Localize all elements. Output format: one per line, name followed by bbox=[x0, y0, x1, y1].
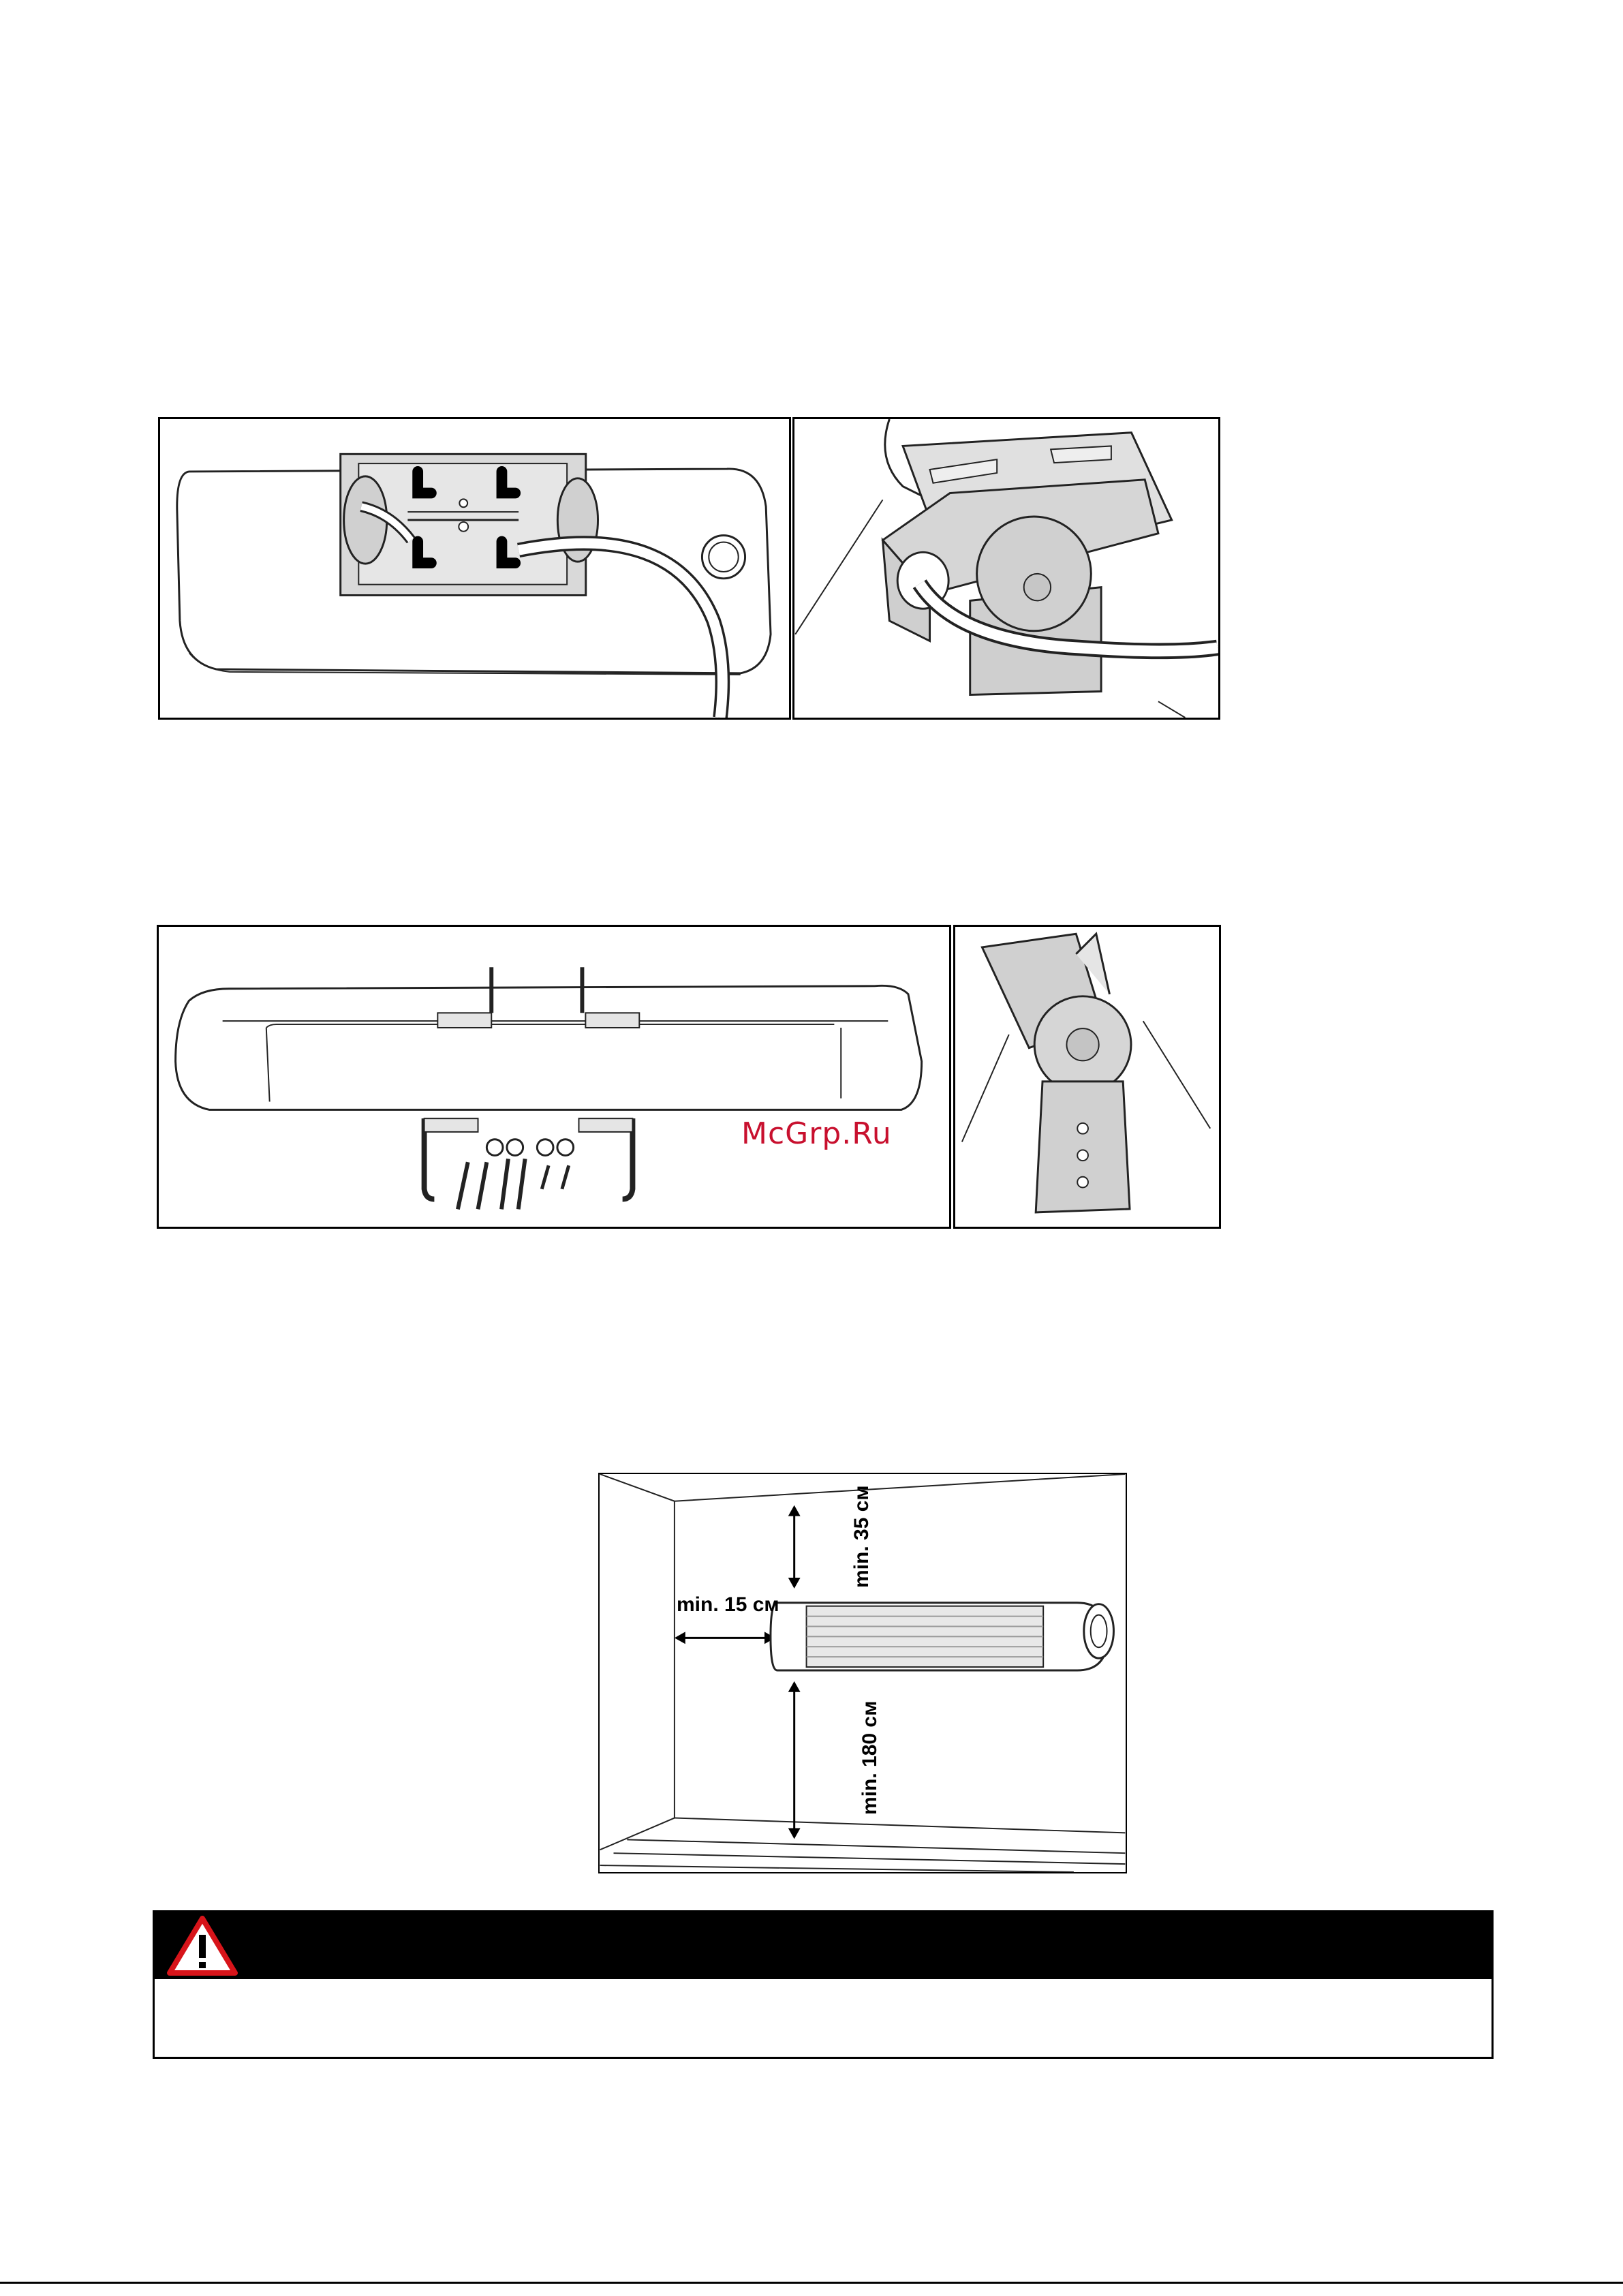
warning-box bbox=[153, 1910, 1494, 2059]
hand-mount-illustration bbox=[794, 419, 1218, 718]
footer-rule bbox=[0, 2282, 1623, 2284]
figure-heater-with-brackets-and-hardware bbox=[157, 925, 951, 1229]
figure-heater-back-mount-plate bbox=[158, 417, 791, 720]
watermark-text: McGrp.Ru bbox=[741, 1116, 892, 1151]
clearance-bottom-label: min. 180 см bbox=[859, 1700, 881, 1815]
figure-hand-mounting-bracket bbox=[792, 417, 1220, 720]
tilt-bracket-illustration bbox=[955, 927, 1219, 1227]
clearance-side-label: min. 15 см bbox=[677, 1593, 779, 1616]
clearance-top-label: min. 35 см bbox=[850, 1485, 873, 1588]
heater-brackets-illustration bbox=[159, 927, 949, 1227]
figure-tilt-bracket-detail bbox=[953, 925, 1221, 1229]
warning-triangle-icon bbox=[167, 1916, 238, 1976]
warning-header-bar bbox=[155, 1912, 1491, 1979]
heater-back-illustration bbox=[160, 419, 789, 718]
